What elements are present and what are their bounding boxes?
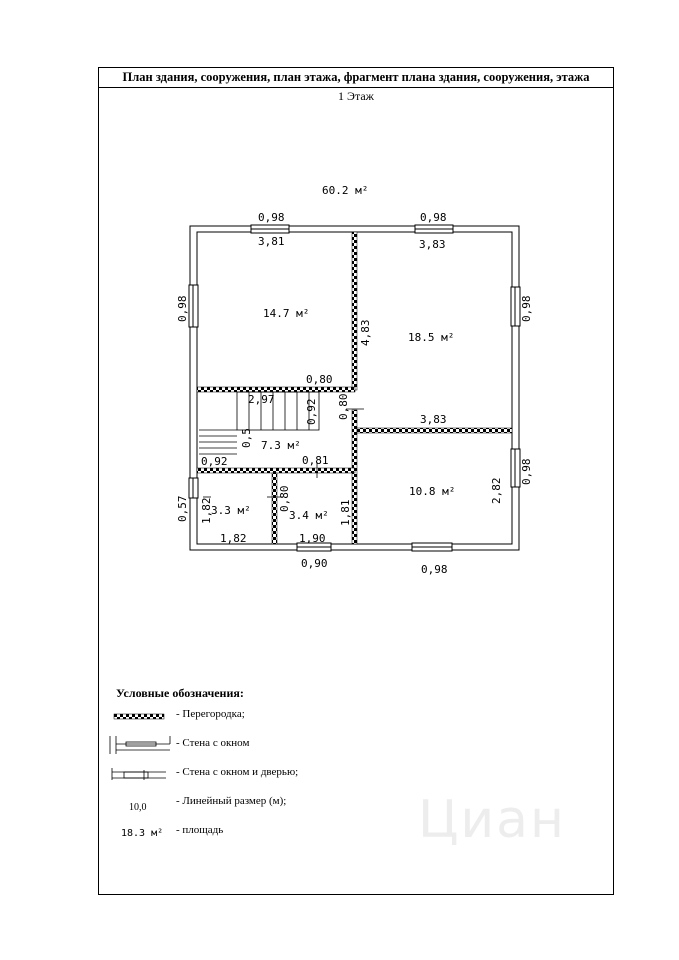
dim-room-d-height: 2,82 (490, 477, 503, 504)
dim-door-a: 0,80 (306, 373, 333, 386)
total-area: 60.2 м² (322, 184, 369, 197)
dim-stair-left: 0,5 (240, 428, 253, 448)
dim-bottom-win-right: 0,98 (421, 563, 448, 576)
dim-room-d-width: 3,83 (420, 413, 447, 426)
dim-top-win-left: 0,98 (258, 211, 285, 224)
legend-title: Условные обозначения: (116, 686, 244, 700)
watermark-logo: Циан (418, 790, 567, 850)
dim-room-f-width: 1,90 (299, 532, 326, 545)
legend-linear-sample: 10,0 (129, 802, 147, 813)
legend-wall-window-door-text: - Стена с окном и дверью; (176, 766, 299, 778)
dim-hall-left: 0,92 (201, 455, 228, 468)
legend-wall-window-text: - Стена с окном (176, 737, 250, 749)
room-area-e: 3.3 м² (211, 504, 251, 517)
dim-left-win: 0,98 (176, 295, 189, 322)
dim-partition-height: 4,83 (359, 319, 372, 346)
partitions (197, 232, 512, 544)
dim-room-f-height: 1,81 (339, 499, 352, 526)
room-area-b: 18.5 м² (408, 331, 455, 344)
door-marks (203, 409, 364, 497)
dim-left-small-win: 0,57 (176, 495, 189, 522)
floor-label: 1 Этаж (338, 89, 374, 103)
room-area-f: 3.4 м² (289, 509, 329, 522)
dim-hall-door: 0,81 (302, 454, 329, 467)
dim-door-b: 0,80 (337, 393, 350, 420)
dim-room-b-width: 3,83 (419, 238, 446, 251)
dim-top-win-right: 0,98 (420, 211, 447, 224)
legend-area-sample: 18.3 м² (121, 828, 164, 839)
room-area-c: 7.3 м² (261, 439, 301, 452)
dim-right-win-top: 0,98 (520, 295, 533, 322)
dim-room-e-height: 1,82 (200, 497, 213, 524)
room-area-d: 10.8 м² (409, 485, 456, 498)
legend-symbols (110, 714, 170, 780)
legend-partition-text: - Перегородка; (176, 708, 245, 720)
legend-linear-text: - Линейный размер (м); (176, 795, 287, 807)
dim-stair-width: 2,97 (248, 393, 275, 406)
dim-bottom-win-left: 0,90 (301, 557, 328, 570)
plan-title: План здания, сооружения, план этажа, фрагмент плана здания, сооружения, этажа (99, 68, 613, 88)
dim-right-win-bottom: 0,98 (520, 458, 533, 485)
legend-wall-window-door-swatch (112, 768, 166, 780)
dim-room-e-width: 1,82 (220, 532, 247, 545)
dim-room-f-door: 0,80 (278, 485, 291, 512)
dim-room-a-width: 3,81 (258, 235, 285, 248)
room-area-a: 14.7 м² (263, 307, 310, 320)
legend-partition-swatch (114, 714, 164, 719)
dim-stair-side: 0,92 (305, 398, 318, 425)
legend-area-text: - площадь (176, 824, 224, 836)
legend-wall-window-swatch (110, 736, 170, 754)
